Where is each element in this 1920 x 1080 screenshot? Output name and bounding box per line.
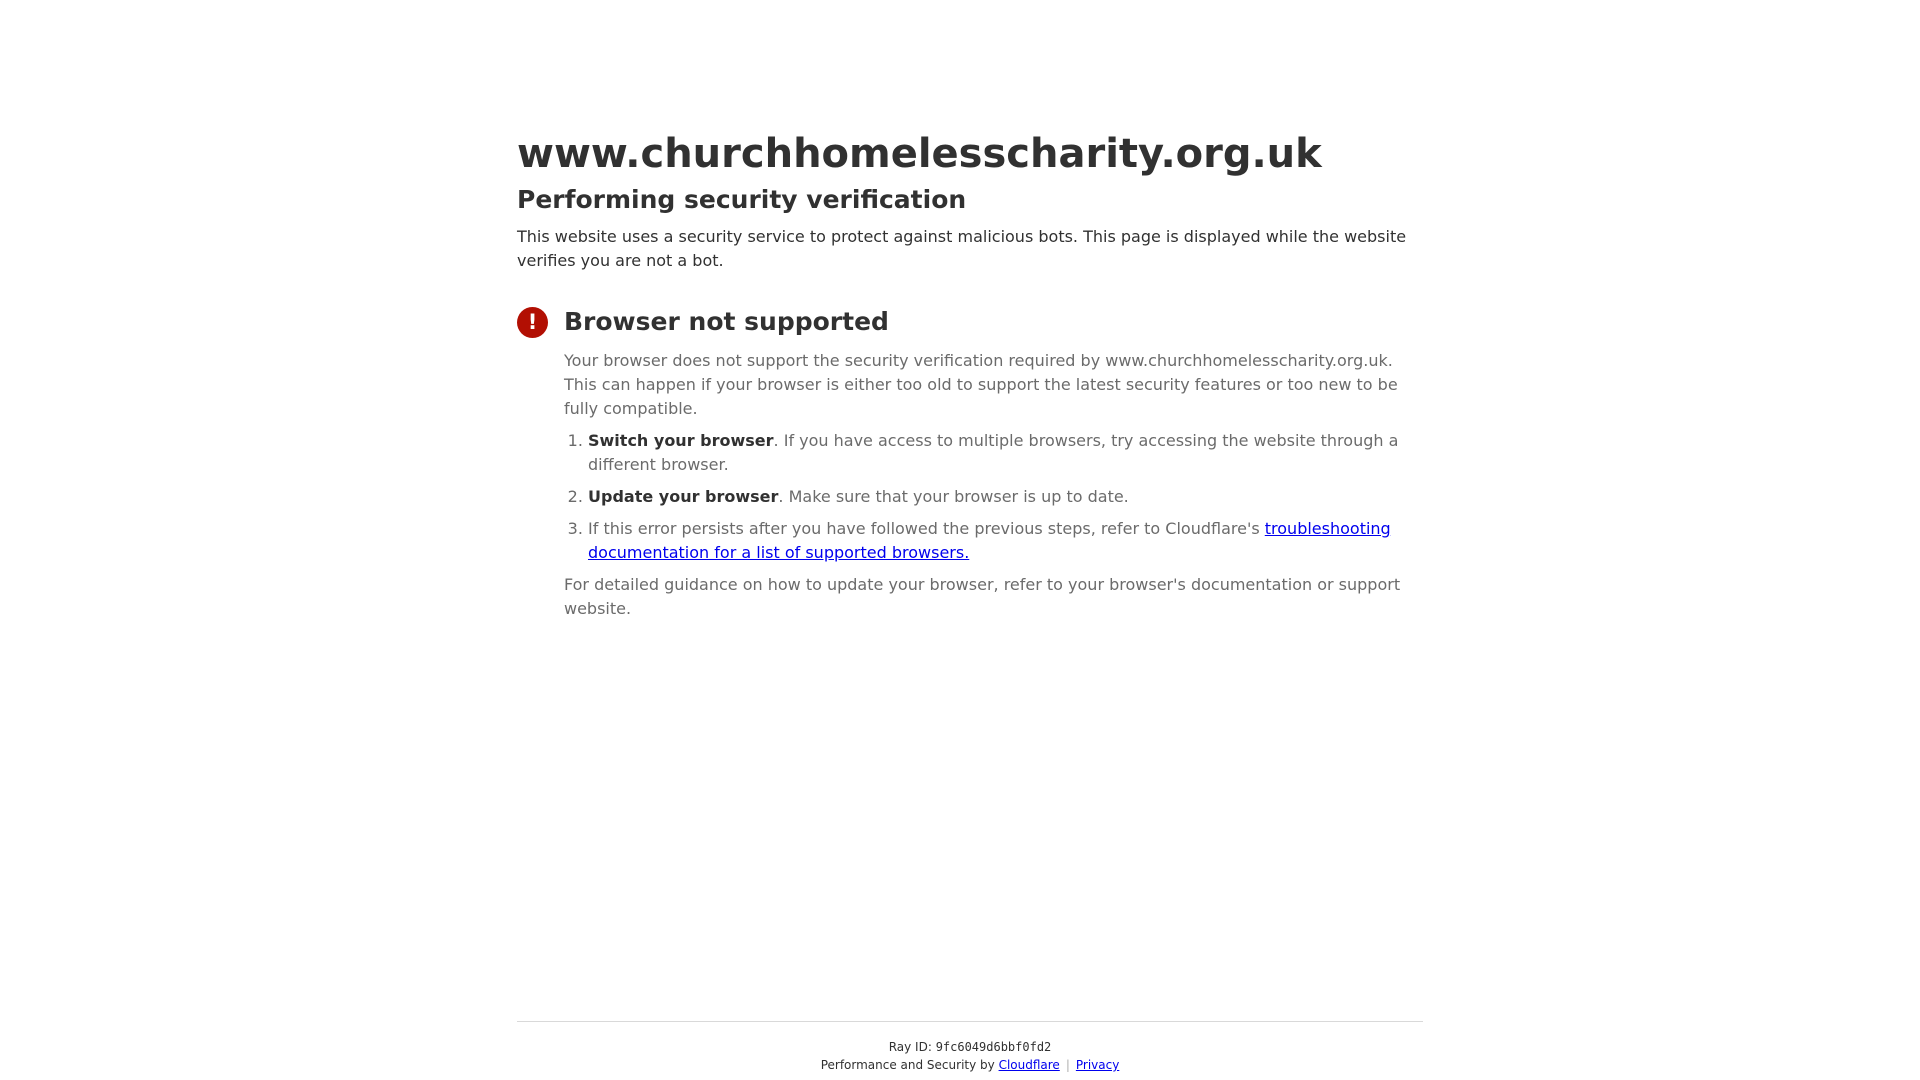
step-troubleshooting <box>588 517 1423 565</box>
step-update-browser <box>588 485 1423 509</box>
site-title: www.churchhomelesscharity.org.uk <box>517 131 1322 177</box>
intro-text: This website uses a security service to protect against malicious bots. This page is displayed while the website verifies you are not a bot. <box>517 227 1407 270</box>
step-text: . If you have access to multiple browsers, try accessing the website through a different browser. <box>588 431 1399 474</box>
main-content <box>517 126 1423 621</box>
step-bold: Update your browser <box>588 487 779 506</box>
error-description: Your browser does not support the security verification required by www.churchhomelesscharity.org.uk. This can happen if your browser is either too old to support the latest security features or too new to be fully compatible. <box>564 351 1398 418</box>
step-switch-browser <box>588 429 1423 477</box>
footer <box>517 1021 1423 1074</box>
ray-id-value: 9fc6049d6bbf0fd2 <box>935 1040 1052 1054</box>
performance-label: Performance and Security by <box>820 1058 999 1072</box>
ray-id-line <box>517 1038 1423 1056</box>
step-bold: Switch your browser <box>588 431 774 450</box>
exclamation-icon: ! <box>517 307 548 338</box>
ray-id-label: Ray ID: <box>888 1040 936 1054</box>
page-subtitle: Performing security verification <box>517 185 967 214</box>
step-text: . Make sure that your browser is up to date. <box>778 487 1129 506</box>
error-title: Browser not supported <box>564 307 889 336</box>
troubleshooting-link[interactable]: troubleshooting documentation for a list of supported browsers. <box>588 519 1391 562</box>
cloudflare-link[interactable]: Cloudflare <box>998 1058 1060 1072</box>
footer-separator: | <box>1065 1058 1070 1072</box>
error-block <box>517 306 1423 621</box>
steps-list <box>564 429 1423 565</box>
privacy-link[interactable]: Privacy <box>1075 1058 1120 1072</box>
step-text: If this error persists after you have followed the previous steps, refer to Cloudflare's <box>588 519 1265 538</box>
performance-line <box>517 1056 1423 1074</box>
guidance-text: For detailed guidance on how to update your browser, refer to your browser's documentation or support website. <box>564 575 1401 618</box>
